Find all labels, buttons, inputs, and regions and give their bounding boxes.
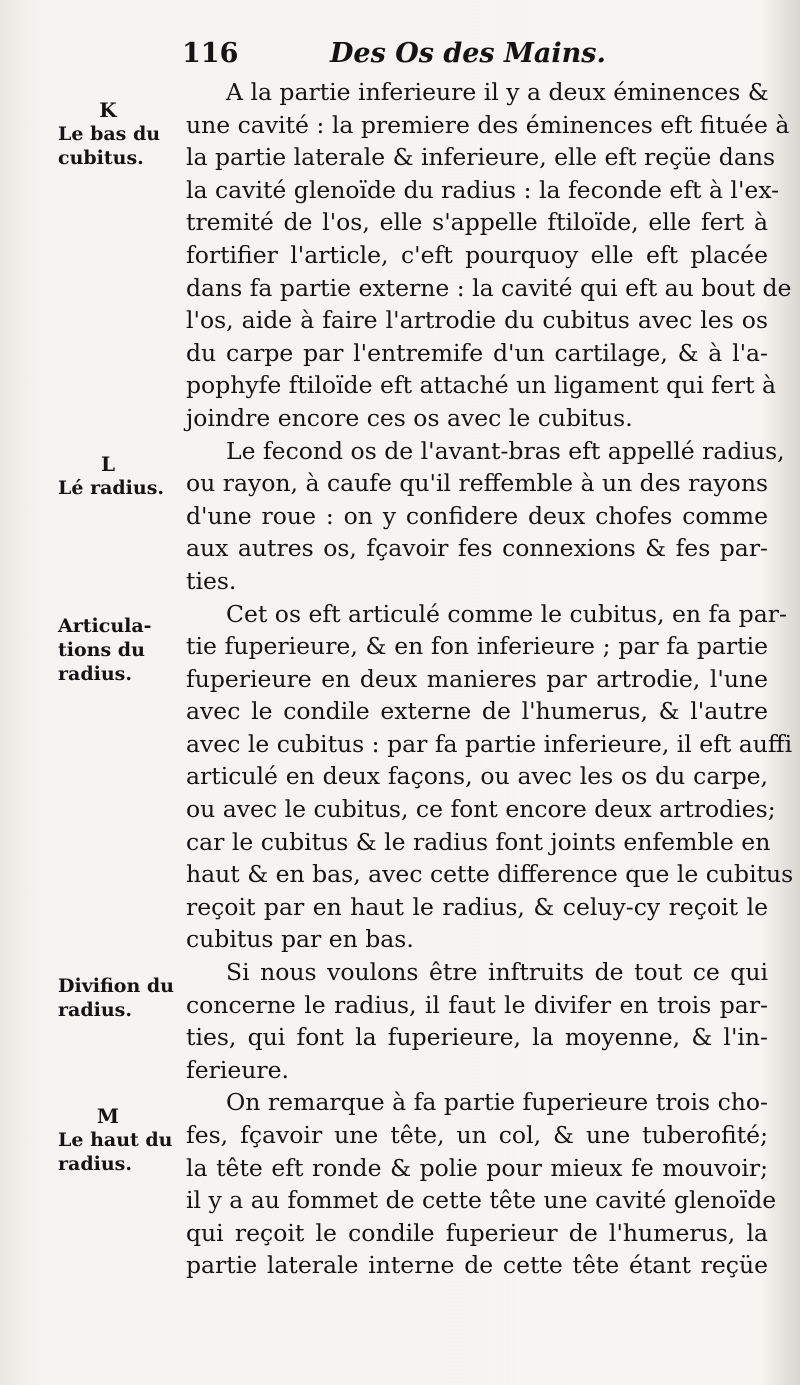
text-line: articulé en deux façons, ou avec les os du carpe, [186, 762, 768, 791]
sidenote-text: Articula- tions du radius. [58, 615, 152, 685]
text-line: tie fuperieure, & en fon inferieure ; par fa partie [186, 632, 768, 661]
text-line: pophyfe ftiloïde eft attaché un ligament qui fert à [186, 371, 777, 400]
text-line: ties, qui font la fuperieure, la moyenne, & l'in- [186, 1023, 768, 1052]
paragraph-partie-superieure [186, 1086, 777, 1282]
text-line: Le fecond os de l'avant-bras eft appellé radius, [226, 436, 785, 465]
text-line: aux autres os, fçavoir fes connexions & fes par- [186, 534, 768, 563]
sidenote-le-haut-du-radius [58, 1104, 183, 1176]
text-line: fortifier l'article, c'eft pourquoy elle eft placée [186, 240, 768, 269]
text-line: ou avec le cubitus, ce font encore deux artrodies; [186, 795, 776, 824]
text-line: On remarque à fa partie fuperieure trois cho- [226, 1088, 768, 1117]
text-line: ou rayon, à caufe qu'il reffemble à un des rayons [186, 469, 769, 498]
text-line: du carpe par l'entremife d'un cartilage, & à l'a- [186, 338, 768, 367]
paragraph-articulations [186, 598, 794, 957]
text-line: ferieure. [186, 1055, 290, 1084]
sidenote-text: Le bas du cubitus. [58, 123, 161, 169]
sidenote-le-bas-du-cubitus [58, 98, 183, 170]
sidenote-letter: L [100, 452, 116, 476]
text-line: Si nous voulons être inftruits de tout ce qui [226, 958, 768, 987]
text-line: dans fa partie externe : la cavité qui eft au bout de [186, 273, 792, 302]
text-line: la tête eft ronde & polie pour mieux fe mouvoir; [186, 1153, 768, 1182]
main-text-column [186, 76, 794, 1282]
sidenote-le-radius [58, 452, 183, 500]
text-line: d'une roue : on y confidere deux chofes comme [186, 501, 768, 530]
text-line: qui reçoit le condile fuperieur de l'humerus, la [186, 1218, 768, 1247]
text-line: tremité de l'os, elle s'appelle ftiloïde, elle fert à [186, 208, 768, 237]
sidenote-division-du-radius [58, 974, 183, 1022]
text-line: partie laterale interne de cette tête étant reçüe [186, 1251, 768, 1280]
page-number: 116 [182, 38, 239, 69]
text-line: avec le cubitus : par fa partie inferieure, il eft auffi [186, 729, 793, 758]
text-line: joindre encore ces os avec le cubitus. [186, 403, 633, 432]
text-line: fuperieure en deux manieres par artrodie, l'une [186, 664, 768, 693]
sidenote-text: Divifion du radius. [58, 975, 174, 1021]
text-line: cubitus par en bas. [186, 925, 414, 954]
text-line: Cet os eft articulé comme le cubitus, en fa par- [226, 599, 787, 628]
text-line: il y a au fommet de cette tête une cavité glenoïde [186, 1186, 777, 1215]
paragraph-division [186, 956, 768, 1086]
paragraph-cubitus-inferieur [186, 76, 792, 435]
text-line: avec le condile externe de l'humerus, & l'autre [186, 697, 768, 726]
sidenote-articulations-du-radius [58, 614, 183, 686]
text-line: la cavité glenoïde du radius : la feconde eft à l'ex- [186, 175, 780, 204]
page-header [182, 38, 782, 72]
text-line: la partie laterale & inferieure, elle eft reçüe dans [186, 143, 776, 172]
sidenote-text: Lé radius. [58, 477, 165, 499]
text-line: A la partie inferieure il y a deux éminences & [226, 78, 769, 106]
sidenote-text: Le haut du radius. [58, 1129, 173, 1175]
sidenote-letter: K [99, 98, 117, 122]
text-line: concerne le radius, il faut le divifer en trois par- [186, 990, 768, 1019]
text-line: ties. [186, 566, 237, 595]
text-line: reçoit par en haut le radius, & celuy-cy reçoit le [186, 892, 768, 921]
text-line: fes, fçavoir une tête, un col, & une tuberofité; [186, 1121, 768, 1149]
text-line: l'os, aide à faire l'artrodie du cubitus avec les os [186, 306, 768, 335]
running-title: Des Os des Mains. [330, 38, 606, 69]
sidenote-letter: M [96, 1104, 120, 1128]
text-line: car le cubitus & le radius font joints enfemble en [186, 827, 771, 856]
text-line: haut & en bas, avec cette difference que le cubitus [186, 860, 794, 889]
paragraph-radius [186, 435, 785, 598]
text-line: une cavité : la premiere des éminences eft fituée à [186, 110, 790, 139]
